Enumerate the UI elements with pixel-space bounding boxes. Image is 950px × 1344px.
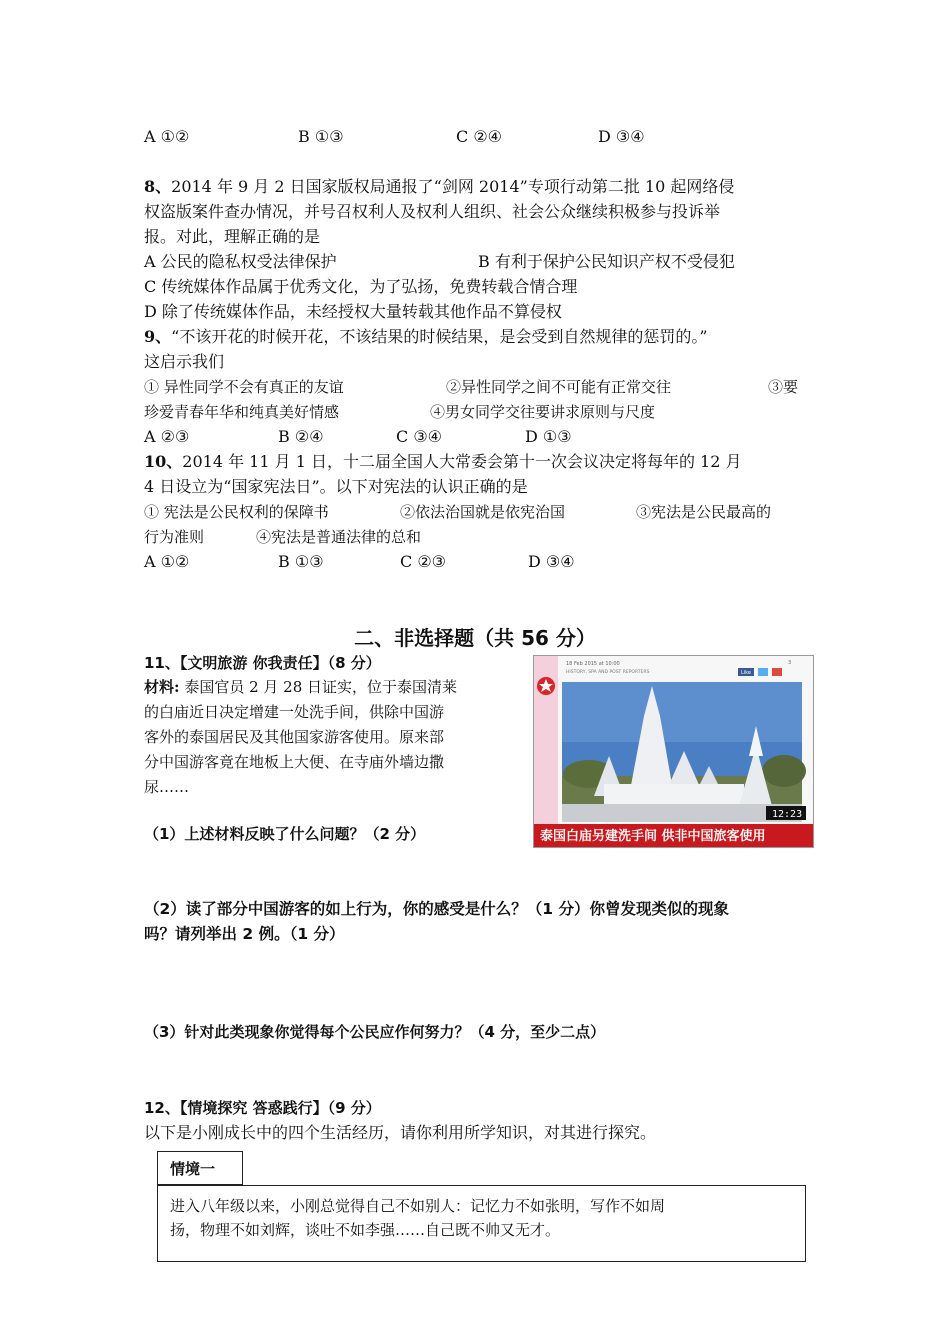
photo-top-text: 18 Feb 2015 at 10:00 [566, 661, 620, 667]
q9-number: 9、 [144, 327, 172, 346]
q10-statement-3-part2: 行为准则 [144, 528, 205, 546]
q10-statement-2: ②依法治国就是依宪治国 [400, 503, 566, 521]
news-photo-white-temple [533, 655, 814, 848]
clock-text: 12:23 [772, 809, 803, 820]
like-label: Like [741, 670, 751, 676]
q10-option-b: B ①③ [278, 552, 324, 571]
q7-option-d: D ③④ [598, 127, 645, 146]
q8-stem-line-2: 权盗版案件查办情况，并号召权利人及权利人组织、社会公众继续积极参与投诉举 [144, 202, 721, 221]
q11-sub-question-3: （3）针对此类现象你觉得每个公民应作何努力？（4 分，至少二点） [144, 1023, 606, 1041]
q8-stem-line-3: 报。对此，理解正确的是 [144, 227, 321, 246]
q9-statement-3-part2: 珍爱青春年华和纯真美好情感 [144, 403, 340, 421]
q10-statement-1: ① 宪法是公民权利的保障书 [144, 503, 329, 521]
q9-statement-4: ④男女同学交往要讲求原则与尺度 [430, 403, 656, 421]
q7-option-c: C ②④ [456, 127, 503, 146]
q9-option-c: C ③④ [396, 427, 443, 446]
q12-title: 12、【情境探究 答惑践行】（9 分） [144, 1099, 381, 1117]
scenario-1-line-1: 进入八年级以来，小刚总觉得自己不如别人：记忆力不如张明，写作不如周 [170, 1197, 666, 1215]
q7-option-b: B ①③ [298, 127, 344, 146]
q9-statement-2: ②异性同学之间不可能有正常交往 [446, 378, 672, 396]
q11-material-line-5: 尿…… [144, 778, 190, 796]
q11-material-line-4: 分中国游客竟在地板上大便、在寺庙外墙边撒 [144, 753, 445, 771]
q8-option-d: D 除了传统媒体作品，未经授权大量转载其他作品不算侵权 [144, 302, 562, 321]
q11-material-line-2: 的白庙近日决定增建一处洗手间，供除中国游 [144, 703, 445, 721]
q10-option-d: D ③④ [528, 552, 575, 571]
section-2-title: 二、非选择题（共 56 分） [354, 626, 596, 650]
share-count: 3 [788, 660, 792, 666]
tweet-icon [758, 668, 768, 676]
q11-material-line-1: 材料: 泰国官员 2 月 28 日证实，位于泰国清莱 [144, 678, 458, 696]
scenario-1-line-2: 扬，物理不如刘辉，谈吐不如李强……自己既不帅又无才。 [170, 1221, 561, 1239]
q11-sub-question-1: （1）上述材料反映了什么问题？（2 分） [144, 825, 426, 843]
q9-statement-3-part1: ③要 [768, 378, 799, 396]
q9-option-a: A ②③ [144, 427, 190, 446]
q11-sub-question-2-line-2: 吗？请列举出 2 例。（1 分） [144, 925, 345, 943]
q10-option-c: C ②③ [400, 552, 447, 571]
q9-option-b: B ②④ [278, 427, 324, 446]
share-icon [772, 668, 782, 676]
q11-title: 11、【文明旅游 你我责任】（8 分） [144, 654, 381, 672]
q10-option-a: A ①② [144, 552, 190, 571]
photo-caption: 泰国白庙另建洗手间 供非中国旅客使用 [540, 829, 766, 844]
q9-statement-1: ① 异性同学不会有真正的友谊 [144, 378, 344, 396]
q10-statement-3-part1: ③宪法是公民最高的 [636, 503, 772, 521]
q8-stem-line-1: 8、2014 年 9 月 2 日国家版权局通报了“剑网 2014”专项行动第二批 10 起网络侵 [144, 177, 735, 196]
q8-option-c: C 传统媒体作品属于优秀文化，为了弘扬，免费转载合情合理 [144, 277, 578, 296]
q10-stem-line-2: 4 日设立为“国家宪法日”。以下对宪法的认识正确的是 [144, 477, 528, 496]
q8-number: 8、 [144, 177, 172, 196]
q12-intro: 以下是小刚成长中的四个生活经历，请你利用所学知识，对其进行探究。 [144, 1123, 657, 1142]
q9-stem-line-1: 9、“不该开花的时候开花，不该结果的时候结果，是会受到自然规律的惩罚的。” [144, 327, 708, 346]
q11-material-label: 材料: [144, 678, 180, 696]
news-photo-drawing [534, 656, 813, 847]
photo-header-small: HISTORY, SPA AND POST REPORTERS [566, 670, 650, 675]
scenario-1-label: 情境一 [157, 1151, 243, 1185]
q7-option-a: A ①② [144, 127, 190, 146]
q10-stem-line-1: 10、2014 年 11 月 1 日，十二届全国人大常委会第十一次会议决定将每年的 12 月 [144, 452, 742, 471]
q10-number: 10、 [144, 452, 183, 471]
q9-option-d: D ①③ [525, 427, 572, 446]
q8-option-a: A 公民的隐私权受法律保护 [144, 252, 337, 271]
q11-material-line-3: 客外的泰国居民及其他国家游客使用。原来部 [144, 728, 445, 746]
q10-statement-4: ④宪法是普通法律的总和 [256, 528, 422, 546]
q11-sub-question-2-line-1: （2）读了部分中国游客的如上行为，你的感受是什么？（1 分）你曾发现类似的现象 [144, 900, 729, 918]
q8-option-b: B 有利于保护公民知识产权不受侵犯 [478, 252, 735, 271]
q9-stem-line-2: 这启示我们 [144, 352, 225, 371]
